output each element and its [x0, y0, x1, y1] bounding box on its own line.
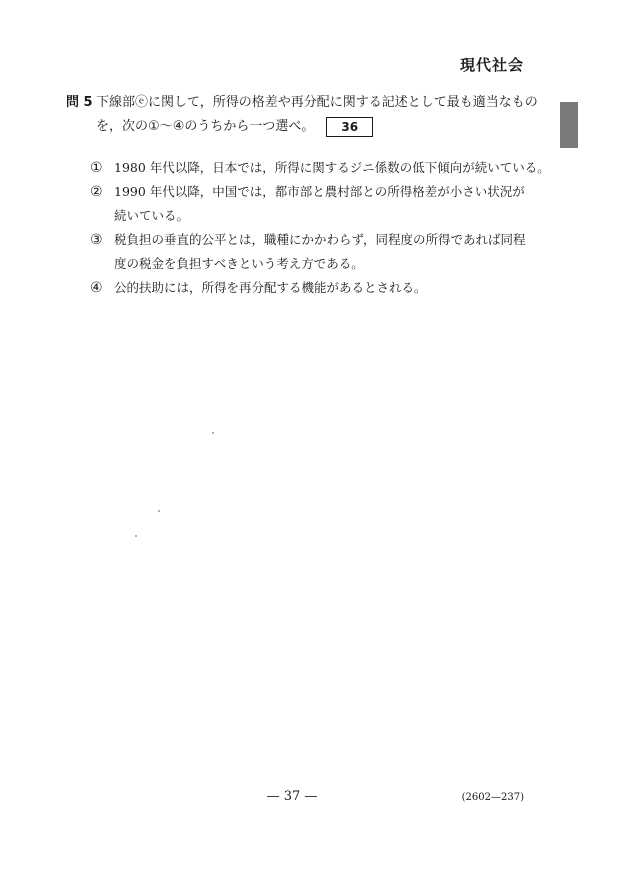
- option-text: 1990 年代以降，中国では，都市部と農村部との所得格差が小さい状況が: [114, 184, 525, 199]
- range-end: ④: [172, 119, 185, 134]
- page-number: — 37 —: [266, 789, 318, 804]
- underline-marker: ⓔ: [135, 95, 149, 110]
- option-2: [92, 180, 532, 228]
- option-marker: ④: [90, 280, 103, 296]
- question-line-1: [66, 91, 538, 115]
- option-marker: ③: [90, 232, 103, 248]
- index-tab: [560, 102, 578, 148]
- option-4: [92, 276, 532, 300]
- range-separator: ～: [159, 119, 173, 134]
- question-text-1b: に関して，所得の格差や再分配に関する記述として最も適当なもの: [148, 95, 538, 110]
- options-list: [90, 156, 550, 300]
- question-number: 問 5: [66, 95, 93, 110]
- question-stem: [66, 91, 538, 139]
- option-3: [92, 228, 532, 276]
- range-start: ①: [148, 119, 160, 134]
- option-marker: ②: [90, 184, 103, 200]
- option-text: 税負担の垂直的公平とは，職種にかかわらず，同程度の所得であれば同程: [114, 232, 526, 247]
- answer-box: 36: [326, 117, 373, 137]
- scan-speck: [135, 535, 137, 537]
- option-text: 公的扶助には，所得を再分配する機能があるとされる。: [114, 280, 427, 295]
- option-text: 1980 年代以降，日本では，所得に関するジニ係数の低下傾向が続いている。: [114, 160, 550, 175]
- scan-speck: [212, 432, 214, 434]
- page-code: (2602—237): [461, 792, 524, 803]
- question-text-2b: のうちから一つ選べ。: [184, 119, 315, 134]
- option-text-continued: 続いている。: [114, 208, 190, 223]
- question-text-1a: 下線部: [96, 95, 136, 110]
- question-text-2a: を，次の: [96, 119, 149, 134]
- question-line-2: [66, 115, 526, 139]
- subject-title: 現代社会: [459, 56, 524, 74]
- scan-speck: [158, 510, 160, 512]
- option-text-continued: 度の税金を負担すべきという考え方である。: [114, 256, 364, 271]
- option-marker: ①: [90, 160, 103, 176]
- option-1: [90, 156, 550, 180]
